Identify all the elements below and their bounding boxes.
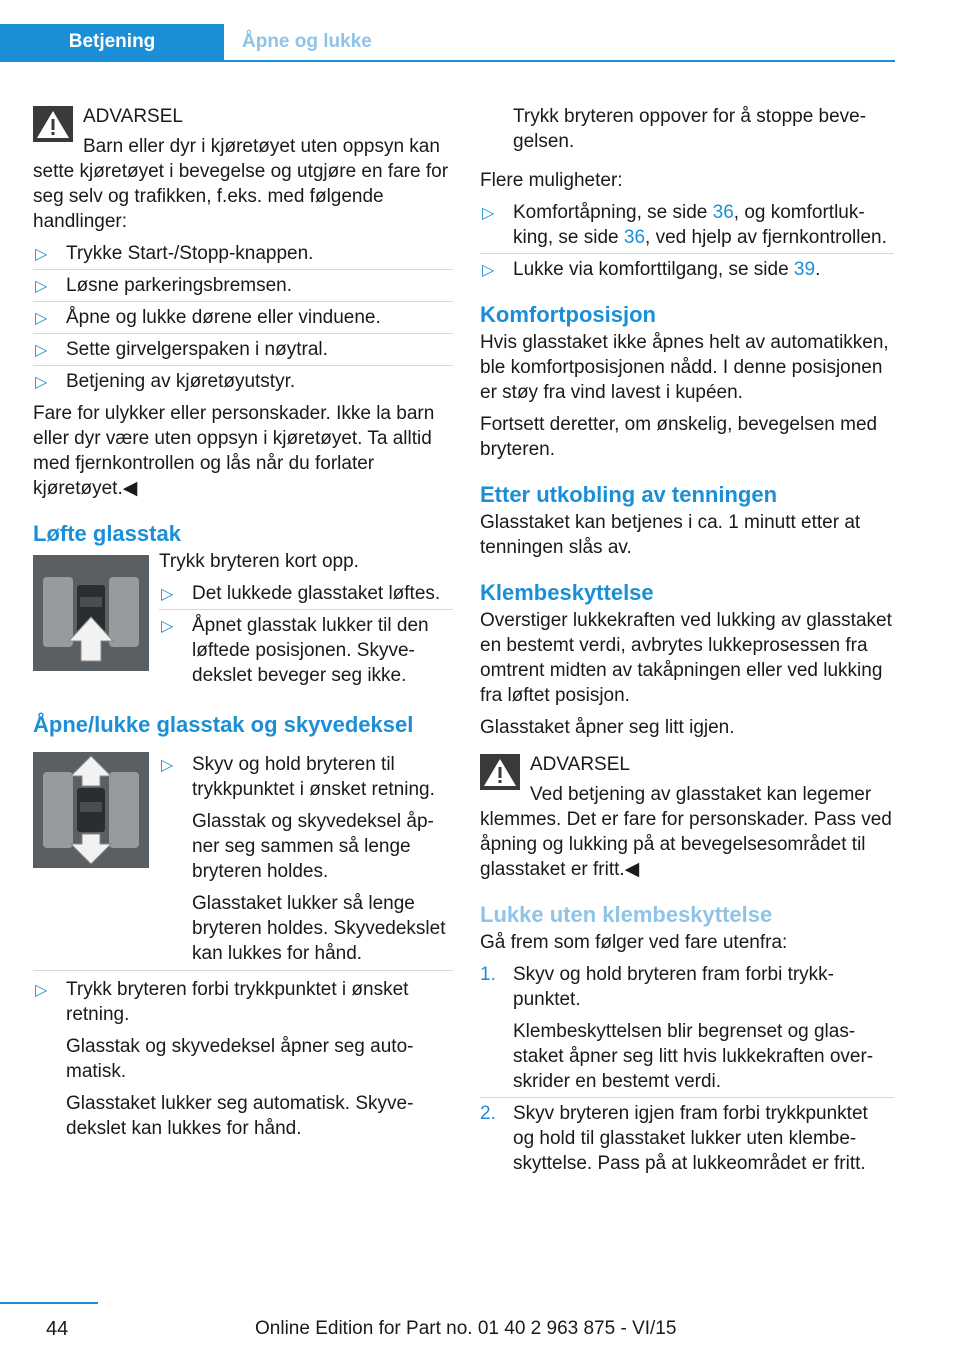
stop-text: Trykk bryteren oppover for å stoppe bevegelsen.	[513, 106, 867, 152]
heading-lukke-uten-klembeskyttelse: Lukke uten klembeskyttelse	[480, 902, 773, 927]
more-options: Flere muligheter:	[480, 170, 623, 191]
warning-block-2	[480, 752, 894, 882]
triangle-bullet-icon: ▷	[35, 278, 48, 295]
warning-text: Barn eller dyr i kjøretøyet uten oppsyn kan sette kjøretøyet i bevegelse og utgjøre en fare for seg selv og trafikken, f.eks. med følgende handlinger:	[33, 136, 449, 232]
triangle-bullet-icon: ▷	[35, 374, 48, 391]
page-link[interactable]: 36	[712, 202, 734, 223]
right-column	[480, 104, 894, 1183]
switch-raise-image	[33, 555, 149, 671]
edition-text: Online Edition for Part no. 01 40 2 963 875 - VI/15	[255, 1318, 677, 1339]
triangle-bullet-icon: ▷	[161, 586, 174, 603]
list-item: ▷ Betjening av kjøretøyutstyr.	[33, 369, 453, 394]
list-item: ▷ Løsne parkeringsbremsen.	[33, 273, 453, 298]
raise-list	[159, 581, 453, 688]
page-number: 44	[46, 1318, 69, 1340]
list-item: 2. Skyv bryteren igjen fram forbi trykkpunktet og hold til glasstaket lukker uten klembeskyttelse. Pass på at lukkeområdet er fritt.	[480, 1103, 868, 1174]
warning-title: ADVARSEL	[530, 754, 630, 775]
raise-section	[33, 549, 453, 688]
triangle-bullet-icon: ▷	[161, 757, 174, 774]
list-item: ▷ Komfortåpning, se side 36, og komfortlukking, se side 36, ved hjelp av fjernkontrollen.	[480, 200, 894, 250]
steps-list	[480, 962, 894, 1176]
raise-intro: Trykk bryteren kort opp.	[159, 551, 359, 572]
heading-klembeskyttelse: Klembeskyttelse	[480, 580, 654, 605]
heading-lofte-glasstak: Løfte glasstak	[33, 521, 181, 546]
triangle-bullet-icon: ▷	[35, 310, 48, 327]
triangle-bullet-icon: ▷	[35, 982, 48, 999]
open-close-section	[33, 752, 453, 966]
triangle-bullet-icon: ▷	[161, 618, 174, 635]
list-item: ▷ Trykke Start-/Stopp-knappen.	[33, 241, 453, 266]
warning-text: Ved betjening av glasstaket kan legemer klemmes. Det er fare for personskader. Pass ved åpning og lukking på at bevegelsesområdet til glasstaket er fritt.◀	[480, 784, 892, 880]
comfort-text: Hvis glasstaket ikke åpnes helt av automatikken, ble komfortposisjonen nådd. I denne posisjonen er støy fra vind lavest i kupéen.	[480, 332, 889, 403]
switch-slide-image	[33, 752, 149, 868]
list-item: ▷ Lukke via komforttilgang, se side 39.	[480, 257, 894, 282]
comfort-text-2: Fortsett deretter, om ønskelig, bevegelsen med bryteren.	[480, 414, 878, 460]
page-link[interactable]: 36	[623, 227, 646, 248]
left-column	[33, 104, 453, 1148]
header-rule	[0, 60, 895, 62]
triangle-bullet-icon: ▷	[482, 205, 495, 222]
triangle-bullet-icon: ▷	[35, 342, 48, 359]
page-link[interactable]: 39	[793, 259, 816, 280]
pinch-text: Overstiger lukkekraften ved lukking av glasstaket en bestemt verdi, avbrytes lukkeprosessen fra omtrent midten av takåpningen eller ved lukking fra løftet posisjon.	[480, 610, 892, 706]
list-item: ▷ Åpnet glasstak lukker til den løftede posisjonen. Skyvedekslet beveger seg ikke.	[161, 615, 429, 686]
warning-after: Fare for ulykker eller personskader. Ikke la barn eller dyr være uten oppsyn i kjøretøyet. Ta alltid med fjernkontrollen og lås når du forlater kjøretøyet.◀	[33, 403, 435, 499]
ignition-text: Glasstaket kan betjenes i ca. 1 minutt etter at tenningen slås av.	[480, 512, 861, 558]
no-pinch-intro: Gå frem som følger ved fare utenfra:	[480, 932, 788, 953]
warning-triangle-icon	[33, 106, 73, 142]
heading-apne-lukke-glasstak: Åpne/lukke glasstak og skyvedeksel	[33, 712, 414, 737]
list-item: ▷ Åpne og lukke dørene eller vinduene.	[33, 305, 453, 330]
warning-triangle-icon	[480, 754, 520, 790]
page-header	[0, 0, 960, 62]
tab-betjening[interactable]: Betjening	[0, 24, 224, 60]
footer-rule	[0, 1302, 98, 1304]
list-item: ▷ Sette girvelgerspaken i nøytral.	[33, 337, 453, 362]
warning-list	[33, 241, 453, 394]
list-item: ▷ Trykk bryteren forbi trykkpunktet i ønsket retning. Glasstak og skyvedeksel åpner seg automatisk. Glasstaket lukker seg automatisk. Skyvedekslet kan lukkes for hånd.	[35, 979, 414, 1139]
options-list	[480, 200, 894, 282]
heading-etter-utkobling: Etter utkobling av tenningen	[480, 482, 778, 507]
pinch-text-2: Glasstaket åpner seg litt igjen.	[480, 717, 735, 738]
triangle-bullet-icon: ▷	[35, 246, 48, 263]
list-item: 1. Skyv og hold bryteren fram forbi trykkpunktet. Klembeskyttelsen blir begrenset og glasstaket åpner seg litt hvis lukkekraften overskrider en bestemt verdi.	[480, 962, 894, 1094]
warning-title: ADVARSEL	[83, 106, 183, 127]
press-list	[33, 977, 453, 1141]
slide-list	[159, 752, 453, 966]
warning-block	[33, 104, 453, 234]
list-item: ▷ Skyv og hold bryteren til trykkpunktet i ønsket retning. Glasstak og skyvedeksel åpner seg sammen så lenge bryteren holdes. Glasstaket lukker så lenge bryteren holdes. Skyvedekslet kan lukkes for hånd.	[161, 754, 446, 964]
heading-komfortposisjon: Komfortposisjon	[480, 302, 656, 327]
tab-apne-og-lukke[interactable]: Åpne og lukke	[242, 31, 372, 52]
triangle-bullet-icon: ▷	[482, 262, 495, 279]
list-item: ▷ Det lukkede glasstaket løftes.	[159, 581, 453, 606]
